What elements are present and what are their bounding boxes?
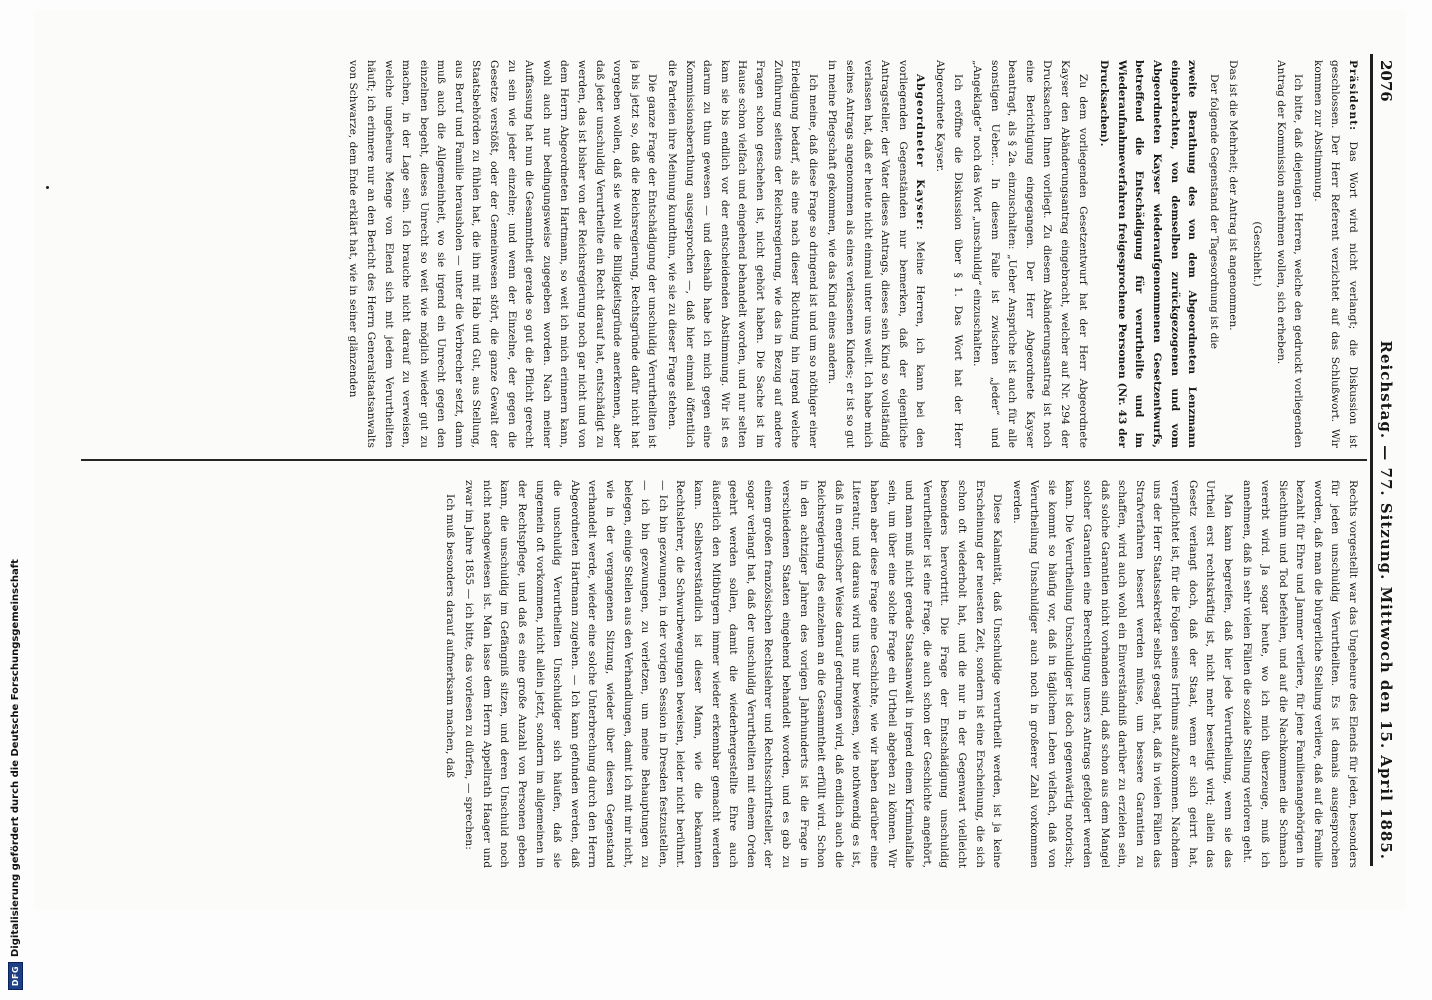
header-title: Reichstag. — 77. Sitzung. Mittwoch den 15. April 1885. [1377,340,1395,860]
paragraph: Diese Kalamität, daß Unschuldige verurtheilt werden, ist ja keine Erscheinung der neuesten Zeit, sondern ist eine Erscheinung, die sich schon oft wiederholt hat, und die nur in der Gegenwart vielleicht besonders hervortritt. Die Frage der Entschädigung unschuldig Verurtheilter ist eine Frage, die auch schon der Geschichte angehört, und man muß nicht gerade Staatsanwalt in irgend einem Kriminalfalle sein, um über eine solche Frage ein Urtheil abgeben zu können. Wir haben aber diese Frage eine Geschichte, wie wir haben darüber eine Literatur, und daraus wird uns nur bewiesen, wie nothwendig es ist, daß in energischer Weise darauf gedrungen wird, daß endlich auch die Reichsregierung des einzelnen an die Gesammtheit erfüllt wird. Schon in den achtziger Jahren des vorigen Jahrhunderts ist die Frage in verschiedenen Staaten eingehend behandelt worden, und es gab zu einem großen französischen Rechtslehrer und Rechtsschriftsteller, der sogar verlangt hat, daß der unschuldig Verurtheilten mit einem Orden geehrt werden sollen, damit die wiederhergestellte Ehre auch äußerlich den Mitbürgern immer wieder erkennbar gemacht werden kann. Selbstverständlich ist dieser Mann, wie die bekannten Rechtslehrer, die Schwurbewegungen beweisen, leider nicht berühmt. — Ich bin gezwungen, in der vorigen Session in Dresden festzustellen, — ich bin gezwungen, zu verletzen, um meine Behauptungen zu belegen, einige Stellen aus den Verhandlungen, damit ich mit mir nicht, wie in der vergangenen Sitzung, wieder über diesen Gegenstand verhandelt werde, wieder eine solche Unterbrechung durch den Herrn Abgeordneten Hartmann zugehen. — Ich kann gefunden werden, daß die unschuldig Verurtheilten Unschuldiger sich häufen, daß sie ungemein oft vorkommen, nicht allein jetzt, sondern im allgemeinen in der Rechtspflege, und daß es eine große Anzahl von Personen geben kann, die unschuldig im Gefängniß sitzen, und deren Unschuld noch nicht nachgewiesen ist. Man lasse dem Herrn Appellrath Haager und zwar im Jahre 1855 — ich bitte, das vorlesen zu dürfen, — sprechen: [463,480,1004,868]
paragraph: Rechts vorgestellt war das Ungeheure des Elends für jeden, besonders für jeden unschuldig Verurtheilten. Es ist damals ausgesprochen worden, daß man die bürgerliche Stellung verliere, daß auf die Familie bezahlt für Ehre und Jammer verliere, für jene Familienangehörigen in Siechthum und Tod befehlen, und auf die Nachkommen die Schmach vererbt wird. Ja sogar heute, wo ich mich überzeuge, muß ich annehmen, daß in sehr vielen Fällen die soziale Stellung verloren geht. [1241,480,1359,868]
rotated-newspaper-page [35,10,1405,910]
dfg-logo-icon: DFG [8,962,23,990]
right-column [85,480,1361,868]
header-rule [1370,54,1373,866]
paragraph: Das ist die Mehrheit; der Antrag ist angenommen. [1227,60,1240,331]
digitization-credit [8,559,23,990]
paragraph: Man kann begreifen, daß hier jede Verurtheilung, wenn sie das Urtheil erst rechtskräftig ist, nicht mehr beseitigt wird; allein das Gesetz verlangt doch, daß der Staat, wenn er sich geirrt hat, verpflichtet ist, für die Folgen seines Irrthums aufzukommen. Nachdem uns der Herr Staatssekretär selbst gesagt hat, daß in vielen Fällen das Strafverfahren bessert werden müsse, um bessere Garantien zu schaffen, wird auch wohl ein Einverständniß darüber zu erzielen sein, daß solche Garantien nicht vorhanden sind, daß schon aus dem Mangel solcher Garantien eine Berechtigung unsers Antrags gefolgert werden kann. Die Verurtheilung Unschuldiger ist doch gegenwärtig notorisch; sie kommt so häufig vor, daß in täglichem Leben vielfach, daß von Verurtheilung Unschuldiger auch noch in großerer Zahl vorkommen werden. [1010,480,1234,868]
speaker-name: Präsident: [1347,60,1359,132]
paragraph-text: Meine Herren, ich kann bei den vorliegenden Gegenständen nur bemerken, daß der eigentliche Antragsteller, der Vater dieses Antrags, dieses sein Kind so vollständig verlassen hat, daß er heute nicht einmal unter uns weilt. Ich habe mich seines Antrags angenommen als eines verlassenen Kindes; er ist so gut in meine Pflegschaft gekommen, wie das Kind eines andern. [826,60,927,448]
credit-text: Digitalisierung gefördert durch die Deutsche Forschungsgemeinschaft [10,559,21,957]
paragraph: Ich eröffne die Diskussion über § 1. Das Wort hat der Herr Abgeordnete Kayser. [933,60,964,448]
paragraph: Die ganze Frage der Entschädigung der unschuldig Verurtheilten ist ja bis jetzt so, daß die Reichsregierung, Rechtsgründe dafür nicht hat vorgeben wollen, daß sie wohl die Billigkeitsgründe anerkennen, aber daß jeder unschuldig Verurtheilte ein Recht darauf hat, entschädigt zu werden, das ist bisher von der Reichsregierung noch gar nicht und von dem Herrn Abgeordneten Hartmann, so weit ich mich erinnern kann, wohl auch nur bedingungsweise zugegeben worden. Nach meiner Auffassung hat nun die Gesammtheit gerade so gut die Pflicht gerecht zu sein wie jeder einzelne; und wenn der Einzelne, der gegen die Gesetze verstößt, oder der Gemeinwesen stört, die ganze Gewalt der Staatsbehörden zu fühlen hat, die ihn mit Hab und Gut, aus Stellung, aus Beruf und Familie herausholen — unter die Verbrecher setzt, dann muß auch die Allgemeinheit, wo sie irgend ein Unrecht gegen den einzelnen begeht, dieses Unrecht so weit wie möglich wieder gut zu machen, in der Lage sein. Ich brauche nicht darauf zu verweisen, welche ungeheure Menge von Elend sich mit jedem Verurtheilten häuft; ich erinnere nur an den Bericht des Herrn Generalstaatsanwalts von Schwarze, dem Ende erklärt hat, wie in seiner glänzenden [347,60,659,448]
page-header [1377,60,1399,860]
left-column [85,60,1361,448]
paragraph [1308,60,1361,448]
paragraph: Ich muß besonders darauf aufmerksam machen, daß [443,494,456,778]
page-number: 2076 [1377,60,1395,102]
paragraph: Zu dem vorliegenden Gesetzentwurf hat der Herr Abgeordnete Kayser den Abänderungsantrag eingebracht, welcher auf Nr. 294 der Drucksachen Ihnen vorliegt. Zu diesem Abänderungsantrag ist noch eine Berichtigung eingegangen. Der Herr Abgeordnete Kayser beantragt, als § 2a. einzuschalten: „Ueber Ansprüche ist auch für alle sonstigen Ueber... In diesem Falle ist zwischen „jeder“ und „Angeklagte“ noch das Wort „unschuldig“ einzuschalten. [971,60,1089,448]
paragraph [823,60,929,448]
stage-direction: (Geschieht.) [1251,221,1264,287]
speaker-name: Abgeordneter Kayser: [914,74,927,231]
agenda-heading: zweite Berathung des von dem Abgeordneten Lenzmann eingebrachten, von demselben zurückgezogenen und vom Abgeordneten Kayser wiederaufgenommenen Gesetzentwurfs, betreffend die Entschädigung für verurtheilte und im Wiederaufnahmeverfahren freigesprochene Personen (Nr. 43 der Drucksachen). [1098,60,1199,448]
paragraph: Ich meine, daß diese Frage so dringend ist und um so nöthiger einer Erledigung bedarf, als eine nach dieser Richtung hin irgend welche Zuführung seitens der Reichsregierung, wie das in Bezug auf andere Fragen schon geschehen ist, nicht gehört haben. Die Sache ist im Hause schon vielfach und eingehend behandelt worden, und nur selten kam sie bis endlich vor der entscheidenden Abstimmung. Wir ist es darum zu thun gewesen — und deshalb habe ich mich gegen eine Kommissionsberathung ausgesprochen —, daß hier einmal öffentlich die Parteien ihre Meinung kundthun, wie sie zu dieser Frage stehen. [666,60,819,448]
paragraph: Ich bitte, daß diejenigen Herren, welche den gedruckt vorliegenden Antrag der Kommission annehmen wollen, sich erheben. [1274,60,1305,448]
paragraph-text: Das Wort wird nicht verlangt; die Diskussion ist geschlossen. Der Herr Referent verzichtet auf das Schlußwort. Wir kommen zur Abstimmung. [1311,60,1359,448]
scan-speck [46,186,49,189]
column-divider [81,459,1367,461]
paragraph: Der folgende Gegenstand der Tagesordnung ist die [1207,74,1220,350]
